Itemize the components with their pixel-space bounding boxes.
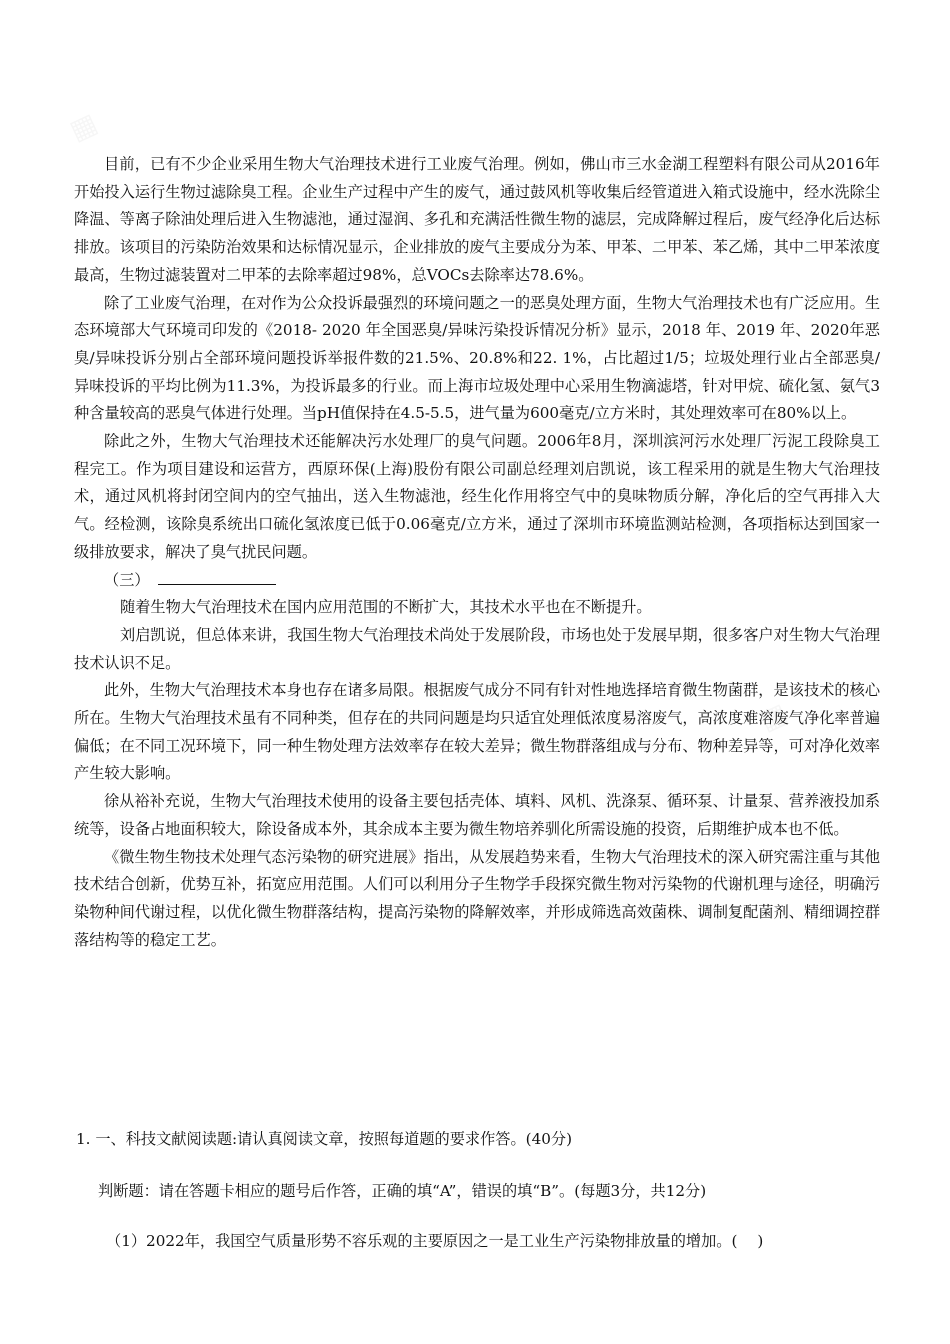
article-paragraph: 随着生物大气治理技术在国内应用范围的不断扩大，其技术水平也在不断提升。 bbox=[120, 598, 652, 617]
article-paragraph: 徐从裕补充说，生物大气治理技术使用的设备主要包括壳体、填料、风机、洗涤泵、循环泵、计量泵、营养液投加系统等，设备占地面积较大，除设备成本外，其余成本主要为微生物培养驯化所需设施的投资，后期维护成本也不低。 bbox=[74, 792, 880, 838]
question-title: 1. 一、科技文献阅读题:请认真阅读文章，按照每道题的要求作答。(40分) bbox=[76, 1130, 573, 1148]
article-paragraph: 除此之外，生物大气治理技术还能解决污水处理厂的臭气问题。2006年8月，深圳滨河污水处理厂污泥工段除臭工程完工。作为项目建设和运营方，西原环保(上海)股份有限公司副总经理刘启凯说，该工程采用的就是生物大气治理技术，通过风机将封闭空间内的空气抽出，送入生物滤池，经生化作用将空气中的臭味物质分解，净化后的空气再排入大气。经检测，该除臭系统出口硫化氢浓度已低于0.06毫克/立方米，通过了深圳市环境监测站检测，各项指标达到国家一级排放要求，解决了臭气扰民问题。 bbox=[74, 432, 880, 561]
article-body bbox=[74, 151, 880, 954]
section-heading bbox=[74, 567, 880, 595]
article-paragraph: 目前，已有不少企业采用生物大气治理技术进行工业废气治理。例如，佛山市三水金湖工程塑料有限公司从2016年开始投入运行生物过滤除臭工程。企业生产过程中产生的废气，通过鼓风机等收集后经管道进入箱式设施中，经水洗除尘降温、等离子除油处理后进入生物滤池，通过湿润、多孔和充满活性微生物的滤层，完成降解过程后，废气经净化后达标排放。该项目的污染防治效果和达标情况显示，企业排放的废气主要成分为苯、甲苯、二甲苯、苯乙烯，其中二甲苯浓度最高，生物过滤装置对二甲苯的去除率超过98%，总VOCs去除率达78.6%。 bbox=[74, 155, 880, 284]
watermark bbox=[64, 106, 102, 147]
question-instruction: 判断题：请在答题卡相应的题号后作答，正确的填“A”，错误的填“B”。(每题3分，共12分) bbox=[98, 1182, 707, 1200]
article-paragraph: 刘启凯说，但总体来讲，我国生物大气治理技术尚处于发展阶段，市场也处于发展早期，很多客户对生物大气治理技术认识不足。 bbox=[74, 625, 880, 672]
section-label: （三） bbox=[104, 570, 150, 589]
article-paragraph: 此外，生物大气治理技术本身也存在诸多局限。根据废气成分不同有针对性地选择培育微生物菌群，是该技术的核心所在。生物大气治理技术虽有不同种类，但存在的共同问题是均只适宜处理低浓度易溶废气，高浓度难溶废气净化率普遍偏低；在不同工况环境下，同一种生物处理方法效率存在较大差异；微生物群落组成与分布、物种差异等，可对净化效率产生较大影响。 bbox=[74, 681, 880, 783]
section-title-blank bbox=[158, 567, 276, 585]
article-paragraph: 除了工业废气治理，在对作为公众投诉最强烈的环境问题之一的恶臭处理方面，生物大气治理技术也有广泛应用。生态环境部大气环境司印发的《2018- 2020 年全国恶臭/异味污染投诉情况分析》显示，2018 年、2019 年、2020年恶臭/异味投诉分别占全部环境问题投诉举报件数的21.5%、20.8%和22. 1%，占比超过1/5；垃圾处理行业占全部恶臭/异味投诉的平均比例为11.3%，为投诉最多的行业。而上海市垃圾处理中心采用生物滴滤塔，针对甲烷、硫化氢、氨气3种含量较高的恶臭气体进行处理。当pH值保持在4.5-5.5，进气量为600毫克/立方米时，其处理效率可在80%以上。 bbox=[74, 293, 880, 423]
question-item: （1）2022年，我国空气质量形势不容乐观的主要原因之一是工业生产污染物排放量的增加。( ) bbox=[106, 1232, 764, 1250]
article-paragraph: 《微生物生物技术处理气态污染物的研究进展》指出，从发展趋势来看，生物大气治理技术的深入研究需注重与其他技术结合创新，优势互补，拓宽应用范围。人们可以利用分子生物学手段探究微生物对污染物的代谢机理与途径，明确污染物种间代谢过程，以优化微生物群落结构，提高污染物的降解效率，并形成筛选高效菌株、调制复配菌剂、精细调控群落结构等的稳定工艺。 bbox=[74, 847, 880, 949]
